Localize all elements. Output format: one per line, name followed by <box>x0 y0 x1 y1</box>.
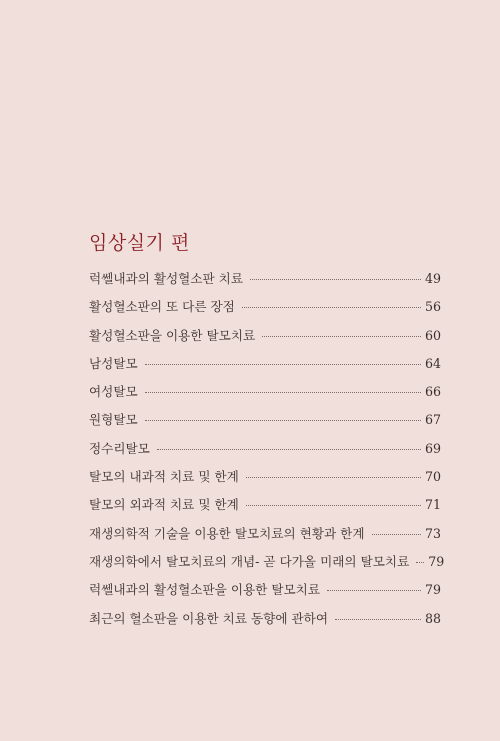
toc-leader-dots <box>416 562 424 563</box>
toc-leader-dots <box>246 505 421 506</box>
toc-entry[interactable] <box>89 466 441 494</box>
toc-entry-page: 67 <box>424 412 441 428</box>
toc-entry-page: 60 <box>424 327 441 343</box>
toc-entry[interactable] <box>89 608 441 636</box>
toc-entry[interactable] <box>89 268 441 296</box>
toc-entry-page: 69 <box>424 440 441 456</box>
toc-entry-page: 64 <box>424 355 441 371</box>
toc-entry-title: 여성탈모 <box>89 384 138 400</box>
toc-leader-dots <box>262 336 421 337</box>
toc-entry[interactable] <box>89 409 441 437</box>
toc-entry-page: 49 <box>424 271 441 286</box>
toc-entry-page: 56 <box>424 299 441 315</box>
toc-entry[interactable] <box>89 353 441 381</box>
toc-entry-title: 남성탈모 <box>89 355 138 371</box>
toc-entry[interactable] <box>89 551 445 579</box>
toc-entry-title: 활성혈소판을 이용한 탈모치료 <box>89 327 256 343</box>
toc-leader-dots <box>157 449 421 450</box>
toc-leader-dots <box>250 279 421 280</box>
toc-entry-title: 정수리탈모 <box>89 440 150 456</box>
toc-entry-page: 71 <box>424 497 441 513</box>
toc-entry-title: 재생의학에서 탈모치료의 개념- 곧 다가올 미래의 탈모치료 <box>89 553 410 569</box>
toc-leader-dots <box>242 307 421 308</box>
toc-leader-dots <box>145 392 421 393</box>
toc-entry-title: 원형탈모 <box>89 412 138 428</box>
section-title: 임상실기 편 <box>89 232 190 254</box>
toc-entry-page: 70 <box>424 469 441 485</box>
toc-entry-page: 73 <box>424 525 441 541</box>
toc-entry[interactable] <box>89 381 441 409</box>
toc-leader-dots <box>145 420 421 421</box>
table-of-contents <box>89 268 445 636</box>
toc-leader-dots <box>246 477 421 478</box>
toc-entry-title: 활성혈소판의 또 다른 장점 <box>89 299 235 315</box>
toc-entry[interactable] <box>89 325 441 353</box>
toc-leader-dots <box>145 364 421 365</box>
toc-entry-title: 최근의 혈소판을 이용한 치료 동향에 관하여 <box>89 610 328 626</box>
toc-entry-title: 럭쎌내과의 활성혈소판 치료 <box>89 271 243 286</box>
toc-leader-dots <box>372 534 421 535</box>
toc-entry-page: 88 <box>424 610 441 626</box>
toc-entry[interactable] <box>89 523 441 551</box>
toc-entry[interactable] <box>89 438 441 466</box>
toc-entry[interactable] <box>89 579 441 607</box>
toc-entry-title: 탈모의 외과적 치료 및 한계 <box>89 497 239 513</box>
toc-entry[interactable] <box>89 296 441 324</box>
toc-entry-title: 탈모의 내과적 치료 및 한계 <box>89 469 239 485</box>
toc-entry[interactable] <box>89 494 441 522</box>
toc-entry-page: 79 <box>428 553 445 569</box>
toc-leader-dots <box>327 590 421 591</box>
toc-entry-title: 럭쎌내과의 활성혈소판을 이용한 탈모치료 <box>89 582 320 598</box>
toc-leader-dots <box>335 619 421 620</box>
toc-entry-page: 66 <box>424 384 441 400</box>
toc-entry-page: 79 <box>424 582 441 598</box>
toc-entry-title: 재생의학적 기술을 이용한 탈모치료의 현황과 한계 <box>89 525 365 541</box>
